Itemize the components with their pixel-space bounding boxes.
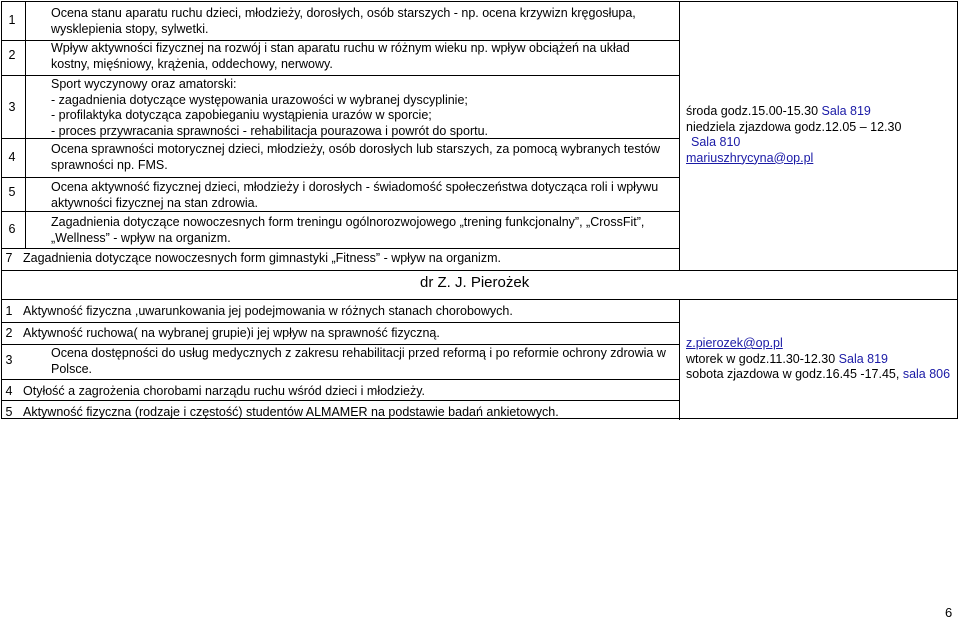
consultation-hours: sobota zjazdowa w godz.16.45 -17.45, xyxy=(686,367,900,381)
consultation-hours: niedziela zjazdowa godz.12.05 – 12.30 xyxy=(686,119,902,134)
topic-line: - zagadnienia dotyczące występowania urazowości w wybranej dyscyplinie; xyxy=(51,92,468,107)
topic-line: - profilaktyka dotycząca zapobieganiu wystąpienia urazów w sporcie; xyxy=(51,108,432,122)
row-divider xyxy=(2,379,679,380)
row-number: 2 xyxy=(5,326,13,340)
topic-text: Ocena aktywność fizycznej dzieci, młodzieży i dorosłych - świadomość społeczeństwa dotycząca roli i wpływu aktywności fizycznej na stan zdrowia. xyxy=(51,180,659,210)
topic-text: Otyłość a zagrożenia chorobami narządu ruchu wśród dzieci i młodzieży. xyxy=(23,384,426,398)
contact-block xyxy=(686,104,901,166)
topic-line: Sport wyczynowy oraz amatorski: xyxy=(51,77,237,91)
row-divider xyxy=(2,299,957,300)
row-divider xyxy=(2,400,679,401)
row-number: 5 xyxy=(8,185,16,199)
topic-text-block xyxy=(51,77,671,139)
row-number: 1 xyxy=(5,304,13,318)
topic-text: Wpływ aktywności fizycznej na rozwój i stan aparatu ruchu w różnym wieku np. wpływ obciążeń na układ kostny, mięśniowy, krążenia, oddechowy, nerwowy. xyxy=(51,41,630,71)
topic-text: Zagadnienia dotyczące nowoczesnych form gimnastyki „Fitness” - wpływ na organizm. xyxy=(23,251,501,265)
row-divider xyxy=(2,322,679,323)
row-number: 4 xyxy=(5,384,13,398)
row-number: 6 xyxy=(8,222,16,236)
topic-text: Aktywność fizyczna (rodzaje i częstość) studentów ALMAMER na podstawie badań ankietowych. xyxy=(23,405,559,419)
row-number: 3 xyxy=(5,353,13,367)
row-number: 5 xyxy=(5,405,13,419)
row-number: 1 xyxy=(8,13,16,27)
room-label: Sala 810 xyxy=(691,135,741,149)
row-number: 2 xyxy=(8,48,16,62)
consultation-hours: wtorek w godz.11.30-12.30 xyxy=(686,351,836,366)
row-divider xyxy=(2,75,679,76)
topic-text: Zagadnienia dotyczące nowoczesnych form treningu ogólnorozwojowego „trening funkcjonalny”, „CrossFit”, „Wellness” - wpływ na organizm. xyxy=(51,215,645,245)
room-label: Sala 819 xyxy=(821,104,871,118)
consultation-hours: środa godz.15.00-15.30 xyxy=(686,104,819,118)
room-label: sala 806 xyxy=(902,367,951,381)
email-link[interactable]: z.pierozek@op.pl xyxy=(686,336,783,350)
page-number: 6 xyxy=(945,605,953,620)
topic-text: Ocena dostępności do usług medycznych z zakresu rehabilitacji przed reformą i po reformie ochrony zdrowia w Polsce. xyxy=(51,346,666,376)
topic-line: - proces przywracania sprawności - rehabilitacja pourazowa i powrót do sportu. xyxy=(51,123,489,138)
contact-block xyxy=(686,336,950,383)
topic-text: Ocena stanu aparatu ruchu dzieci, młodzieży, dorosłych, osób starszych - np. ocena krzywizn kręgosłupa, wysklepienia stopy, sylwetki. xyxy=(51,6,636,36)
row-divider xyxy=(2,248,679,249)
row-divider xyxy=(2,344,679,345)
row-number: 3 xyxy=(8,100,16,114)
topic-text: Aktywność fizyczna ,uwarunkowania jej podejmowania w różnych stanach chorobowych. xyxy=(23,304,513,318)
row-divider xyxy=(2,270,957,271)
row-number: 7 xyxy=(5,251,13,265)
row-divider xyxy=(2,177,679,178)
row-divider xyxy=(2,211,679,212)
supervisor-heading: dr Z. J. Pierożek xyxy=(420,274,530,291)
row-number: 4 xyxy=(8,150,16,164)
topic-text: Aktywność ruchowa( na wybranej grupie)i jej wpływ na sprawność fizyczną. xyxy=(23,326,440,340)
room-label: Sala 819 xyxy=(838,351,889,366)
email-link[interactable]: mariuszhrycyna@op.pl xyxy=(686,150,814,165)
topic-text: Ocena sprawności motorycznej dzieci, młodzieży, osób dorosłych lub starszych, za pomocą wybranych testów sprawności np. FMS. xyxy=(51,142,661,172)
column-divider xyxy=(679,299,680,420)
column-divider xyxy=(679,2,680,270)
